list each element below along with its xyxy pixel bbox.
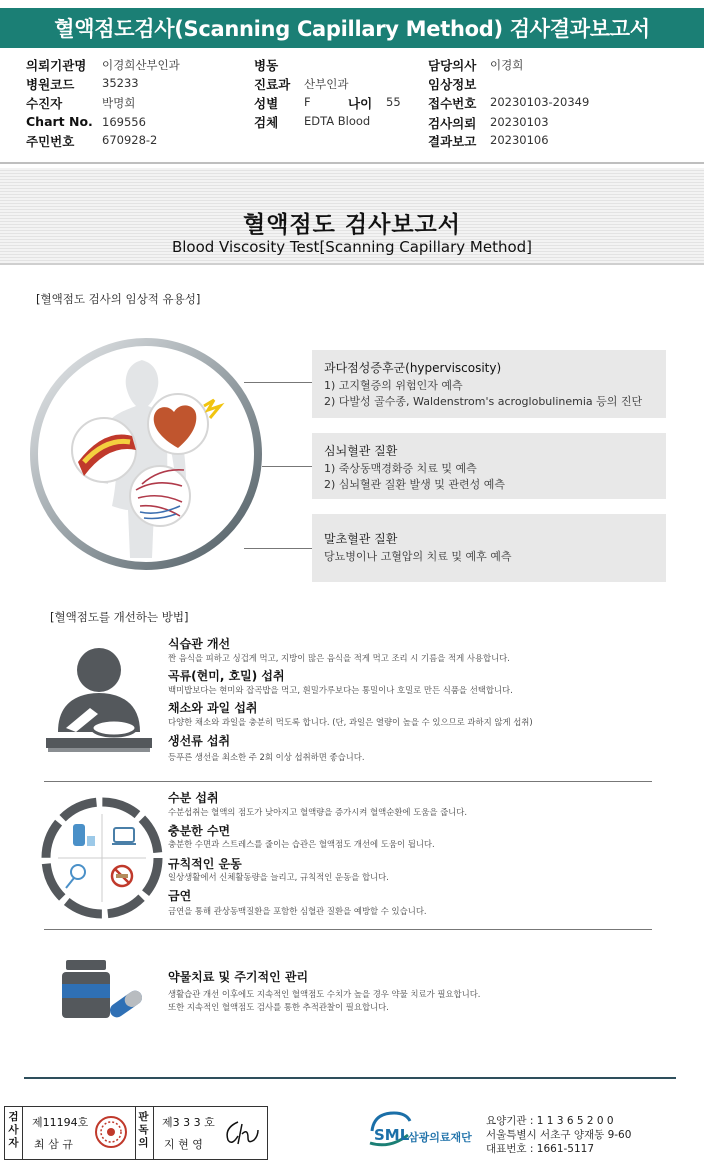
lifestyle-title: 충분한 수면 xyxy=(168,824,231,838)
diet-title: 식습관 개선 xyxy=(168,637,231,651)
info-label: 성별 xyxy=(254,96,279,111)
medication-desc: 생활습관 개선 이후에도 지속적인 혈액점도 수치가 높을 경우 약물 치료가 필요합니다. xyxy=(168,989,481,999)
title-band-divider xyxy=(0,263,704,265)
diet-desc: 백미밥보다는 현미와 잡곡밥을 먹고, 흰밀가루보다는 통밀이나 호밀로 만든 식품을 선택합니다. xyxy=(168,685,513,695)
medication-desc: 또한 지속적인 혈액점도 검사를 통한 추적관찰이 필요합니다. xyxy=(168,1002,389,1012)
clinical-item-line: 1) 죽상동맥경화증 치료 및 예측 xyxy=(324,462,477,475)
connector-line xyxy=(244,548,312,549)
diet-desc: 다양한 채소와 과일을 충분히 먹도록 합니다. (단, 과일은 열량이 높을 수 있으므로 과하지 않게 섭취) xyxy=(168,717,533,727)
info-label: 접수번호 xyxy=(428,96,477,111)
info-label: 검사의뢰 xyxy=(428,116,477,131)
info-value: EDTA Blood xyxy=(304,114,371,128)
lifestyle-title: 규칙적인 운동 xyxy=(168,857,242,871)
header-divider xyxy=(0,162,704,164)
connector-line xyxy=(244,382,312,383)
info-label: 병동 xyxy=(254,58,279,73)
water-icon xyxy=(73,824,85,846)
info-value: 670928-2 xyxy=(102,133,158,147)
section-divider xyxy=(44,929,652,930)
lifestyle-icon xyxy=(40,796,164,920)
info-label: 나이 xyxy=(348,96,373,111)
info-label: Chart No. xyxy=(26,114,93,129)
diet-title: 생선류 섭취 xyxy=(168,734,231,748)
diet-desc: 짠 음식을 피하고 싱겁게 먹고, 지방이 많은 음식을 적게 먹고 조리 시 기름을 적게 사용합니다. xyxy=(168,653,510,663)
clinical-item-line: 2) 다발성 골수종, Waldenstrom's acroglobulinemia 등의 진단 xyxy=(324,395,643,408)
info-label: 수진자 xyxy=(26,96,63,111)
inspector-license: 제11194호 xyxy=(32,1116,89,1129)
address: 서울특별시 서초구 양재동 9-60 xyxy=(486,1129,632,1141)
reviewer-license: 제3 3 3 호 xyxy=(162,1116,215,1129)
report-subtitle: Blood Viscosity Test[Scanning Capillary Method] xyxy=(171,238,533,256)
info-value: 20230103 xyxy=(490,115,549,129)
reviewer-label: 판독의 xyxy=(138,1111,149,1149)
medicine-icon xyxy=(60,960,146,1022)
info-value: F xyxy=(304,95,311,109)
medication-title: 약물치료 및 주기적인 관리 xyxy=(168,970,309,984)
info-label: 검체 xyxy=(254,115,279,130)
report-title: 혈액점도 검사보고서 xyxy=(243,212,461,238)
info-value: 35233 xyxy=(102,76,139,90)
clinical-heading: [혈액점도 검사의 임상적 유용성] xyxy=(36,292,201,306)
body-illustration xyxy=(28,336,264,572)
inspector-name: 최 삼 규 xyxy=(34,1138,73,1151)
info-label: 주민번호 xyxy=(26,134,75,149)
info-label: 병원코드 xyxy=(26,77,75,92)
reviewer-signature xyxy=(222,1118,262,1148)
info-value: 55 xyxy=(386,95,401,109)
lifestyle-desc: 수분섭취는 혈액의 점도가 낮아지고 혈액량을 증가시켜 혈액순환에 도움을 줍니다. xyxy=(168,807,468,817)
reviewer-name: 지 현 영 xyxy=(164,1138,203,1151)
diet-desc: 등푸른 생선을 최소한 주 2회 이상 섭취하면 좋습니다. xyxy=(168,752,365,762)
clinical-item-title: 과다점성증후군(hyperviscosity) xyxy=(324,361,502,375)
exercise-icon xyxy=(71,865,85,879)
info-label: 진료과 xyxy=(254,77,291,92)
connector-line xyxy=(262,466,312,467)
clinical-box-cardio xyxy=(312,433,666,499)
sml-logo-text: SML xyxy=(374,1126,410,1144)
lifestyle-desc: 일상생활에서 신체활동량을 늘리고, 규칙적인 운동을 합니다. xyxy=(168,872,389,882)
info-value: 20230106 xyxy=(490,133,549,147)
diet-title: 채소와 과일 섭취 xyxy=(168,701,258,715)
clinical-item-title: 심뇌혈관 질환 xyxy=(324,444,398,458)
lifestyle-title: 수분 섭취 xyxy=(168,791,219,805)
clinical-item-line: 2) 심뇌혈관 질환 발생 및 관련성 예측 xyxy=(324,478,506,491)
info-label: 결과보고 xyxy=(428,134,477,149)
info-label: 의뢰기관명 xyxy=(26,58,87,73)
info-value: 이경희 xyxy=(490,58,524,72)
lifestyle-desc: 금연을 통해 관상동맥질환을 포함한 심혈관 질환을 예방할 수 있습니다. xyxy=(168,906,427,916)
section-divider xyxy=(44,781,652,782)
info-value: 박명희 xyxy=(102,96,136,110)
inspector-label: 검사자 xyxy=(8,1111,19,1149)
lifestyle-desc: 충분한 수면과 스트레스를 줄이는 습관은 혈액점도 개선에 도움이 됩니다. xyxy=(168,839,435,849)
report-header-title: 혈액점도검사(Scanning Capillary Method) 검사결과보고서 xyxy=(0,8,704,48)
clinical-item-title: 말초혈관 질환 xyxy=(324,532,398,546)
organization-name: 삼광의료재단 xyxy=(408,1131,472,1144)
institution-code: 요양기관 : 1 1 3 6 5 2 0 0 xyxy=(486,1115,614,1127)
improve-heading: [혈액점도를 개선하는 방법] xyxy=(50,610,189,624)
clinical-box-hyperviscosity xyxy=(312,350,666,418)
clinical-box-peripheral xyxy=(312,514,666,582)
clinical-item-line: 1) 고지혈증의 위험인자 예측 xyxy=(324,379,463,392)
inspector-seal-icon xyxy=(94,1115,128,1149)
phone: 대표번호 : 1661-5117 xyxy=(486,1143,595,1155)
info-label: 임상정보 xyxy=(428,77,477,92)
info-value: 산부인과 xyxy=(304,77,349,91)
lifestyle-title: 금연 xyxy=(168,889,192,903)
info-label: 담당의사 xyxy=(428,58,477,73)
diet-title: 곡류(현미, 호밀) 섭취 xyxy=(168,669,285,683)
sleep-icon xyxy=(114,828,134,842)
footer-divider xyxy=(24,1077,676,1079)
clinical-item-line: 당뇨병이나 고혈압의 치료 및 예후 예측 xyxy=(324,550,512,563)
eating-person-icon xyxy=(44,646,154,760)
info-value: 20230103-20349 xyxy=(490,95,590,109)
info-value: 이경희산부인과 xyxy=(102,58,180,72)
info-value: 169556 xyxy=(102,115,146,129)
